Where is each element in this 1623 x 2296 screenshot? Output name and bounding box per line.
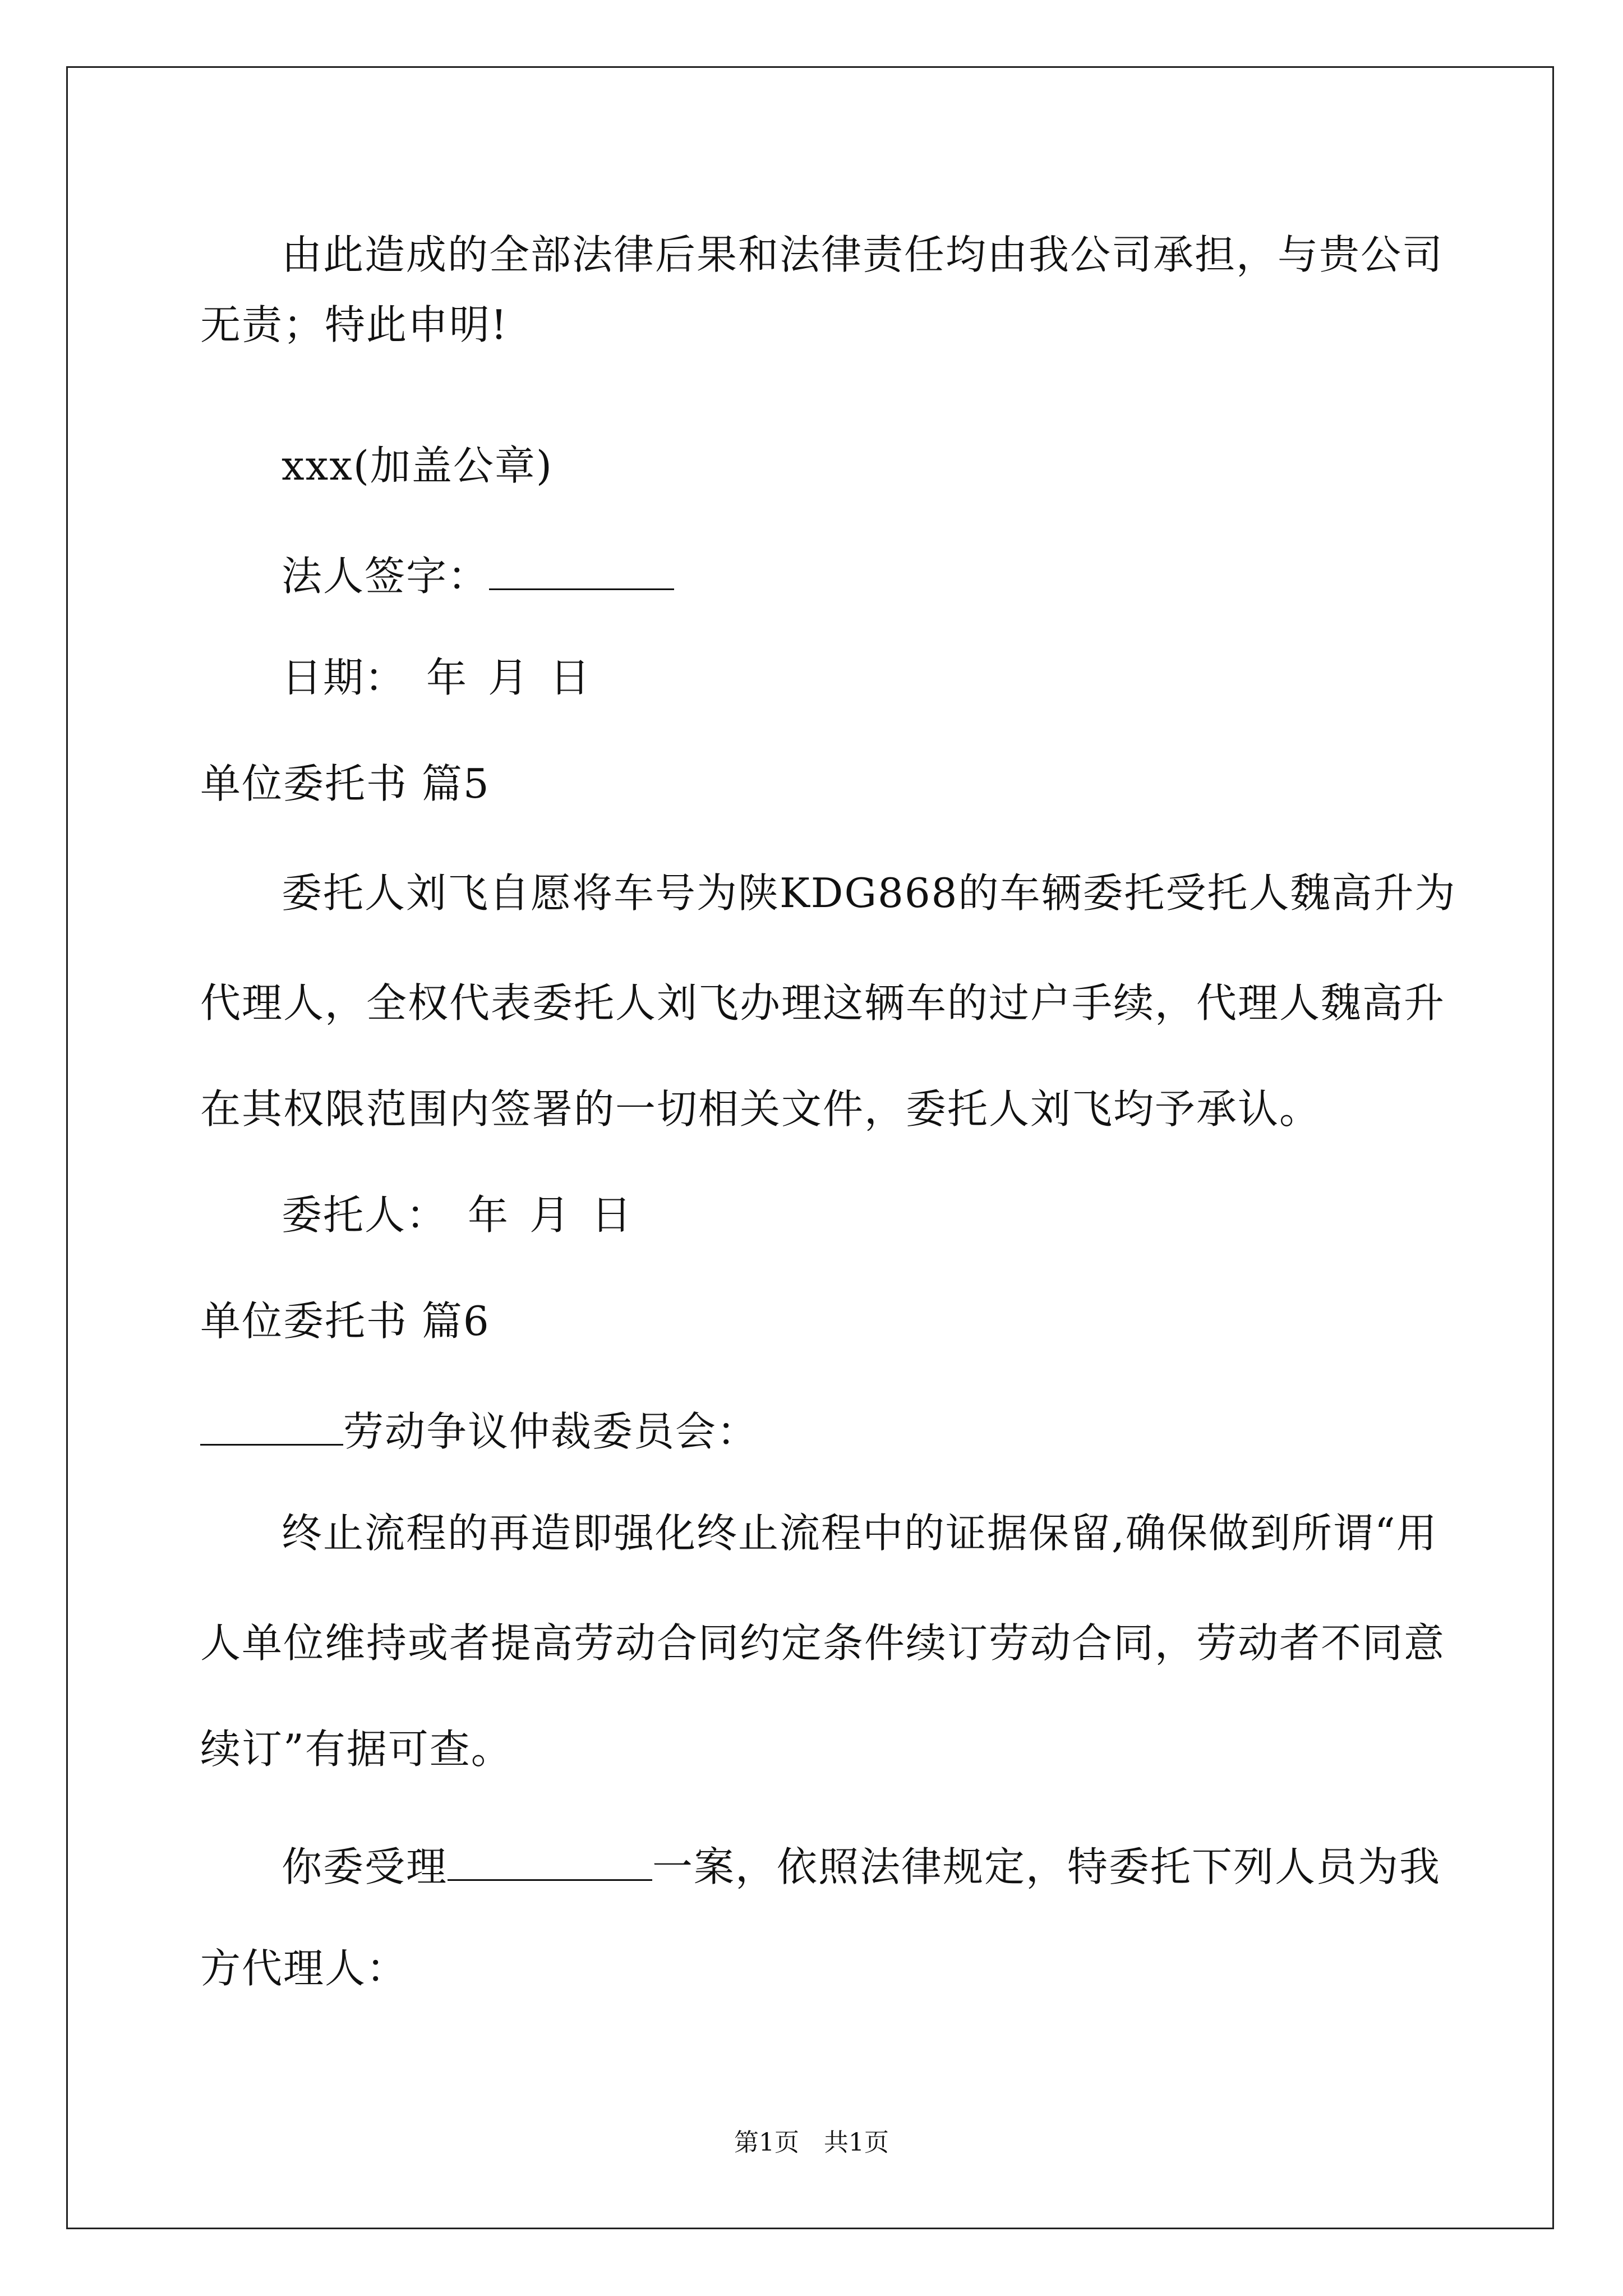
paragraph-line: 代理人，全权代表委托人刘飞办理这辆车的过户手续，代理人魏高升 [200,979,1446,1027]
client-date-line [282,1191,633,1239]
paragraph-line: 方代理人： [200,1945,408,1992]
paragraph-line: 人单位维持或者提高劳动合同约定条件续订劳动合同，劳动者不同意 [200,1619,1446,1667]
page-total: 共1页 [824,2128,889,2157]
seal-line: xxx(加盖公章) [282,442,553,489]
page-number: 第1页 [734,2128,799,2157]
date-month: 月 [529,1191,571,1239]
case-line [282,1842,1441,1890]
case-blank[interactable] [448,1842,652,1881]
date-day: 日 [550,654,592,701]
date-year: 年 [426,654,468,701]
case-prefix: 你委受理 [282,1843,448,1890]
paragraph-line: 在其权限范围内签署的一切相关文件，委托人刘飞均予承认。 [200,1085,1321,1133]
date-label: 日期： [282,654,407,701]
signature-blank[interactable] [489,551,674,590]
client-label: 委托人： [282,1191,448,1239]
committee-blank[interactable] [200,1407,343,1446]
section-heading: 单位委托书 篇5 [200,760,490,807]
paragraph-line: 终止流程的再造即强化终止流程中的证据保留,确保做到所谓“用 [282,1510,1438,1557]
page-footer [0,2128,1623,2157]
paragraph-line: 由此造成的全部法律后果和法律责任均由我公司承担，与贵公司 [282,231,1444,278]
date-line [282,654,592,701]
case-suffix: 一案，依照法律规定，特委托下列人员为我 [652,1843,1441,1890]
section-heading: 单位委托书 篇6 [200,1297,490,1345]
paragraph-line: 无责；特此申明! [200,301,508,348]
committee-line [200,1407,759,1455]
date-day: 日 [591,1191,633,1239]
paragraph-line: 委托人刘飞自愿将车号为陕KDG868的车辆委托受托人魏高升为 [282,869,1456,917]
date-year: 年 [468,1191,510,1239]
signature-label: 法人签字： [282,553,490,600]
page-border [66,66,1554,2229]
signature-line [282,551,674,600]
committee-label: 劳动争议仲裁委员会： [343,1408,759,1455]
paragraph-line: 续订”有据可查。 [200,1726,513,1773]
date-month: 月 [488,654,530,701]
